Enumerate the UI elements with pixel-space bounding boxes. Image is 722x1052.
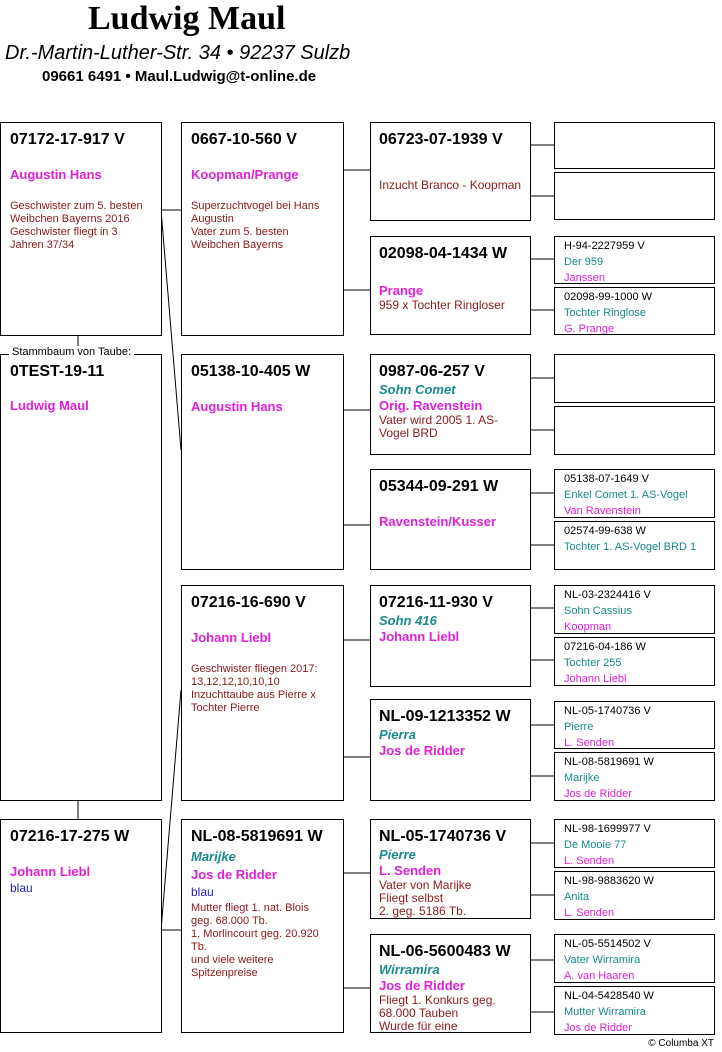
footer-copyright: © Columba XT xyxy=(648,1038,714,1049)
gen5-card[interactable] xyxy=(554,122,715,169)
father-card[interactable] xyxy=(0,122,162,336)
gen5-card[interactable] xyxy=(554,871,715,920)
gen5-owner: Van Ravenstein xyxy=(564,505,641,517)
mm-owner: Jos de Ridder xyxy=(191,867,277,882)
gen5-card[interactable] xyxy=(554,701,715,749)
mmm-name: Wirramira xyxy=(379,962,440,977)
gen5-card[interactable] xyxy=(554,236,715,284)
mmf-card[interactable] xyxy=(370,819,531,919)
fmm-owner: Ravenstein/Kusser xyxy=(379,514,497,529)
gen5-owner: G. Prange xyxy=(564,323,615,335)
gen5-name: Tochter 255 xyxy=(564,657,622,669)
fm-owner: Augustin Hans xyxy=(191,399,283,414)
subject-owner: Ludwig Maul xyxy=(10,398,89,413)
gen5-owner: L. Senden xyxy=(564,855,615,867)
ff-owner: Koopman/Prange xyxy=(191,167,299,182)
gen5-card[interactable] xyxy=(554,986,715,1035)
gen5-name: Marijke xyxy=(564,772,600,784)
ff-ring: 0667-10-560 V xyxy=(191,131,297,148)
mfm-card[interactable] xyxy=(370,699,531,801)
mmf-owner: L. Senden xyxy=(379,863,442,878)
gen5-name: Der 959 xyxy=(564,256,604,268)
gen5-card[interactable] xyxy=(554,585,715,634)
gen5-name: Sohn Cassius xyxy=(564,605,632,617)
ffm-ring: 02098-04-1434 W xyxy=(379,245,508,262)
mm-color: blau xyxy=(191,885,214,899)
gen5-name: Vater Wirramira xyxy=(564,954,641,966)
gen5-owner: Jos de Ridder xyxy=(564,1022,632,1034)
mm-notes: Mutter fliegt 1. nat. Blois geg. 68.000 Tb. 1. Morlincourt geg. 20.920 Tb. und viele weitere Spitzenpreise xyxy=(191,902,319,979)
mmf-notes: Vater von Marijke Fliegt selbst 2. geg. 5186 Tb. xyxy=(379,878,472,918)
father-notes: Geschwister zum 5. besten Weibchen Bayerns 2016 Geschwister fliegt in 3 Jahren 37/34 xyxy=(10,200,143,251)
breeder-contact: 09661 6491 • Maul.Ludwig@t-online.de xyxy=(42,68,317,85)
fff-notes: Inzucht Branco - Koopman xyxy=(379,178,522,192)
subject-card[interactable] xyxy=(0,346,162,801)
fmf-ring: 0987-06-257 V xyxy=(379,363,485,380)
fm-ring: 05138-10-405 W xyxy=(191,363,311,380)
mfm-name: Pierra xyxy=(379,727,416,742)
gen5-name: Tochter 1. AS-Vogel BRD 1 xyxy=(564,541,697,553)
ffm-owner: Prange xyxy=(379,283,424,298)
gen5-name: Tochter Ringlose xyxy=(564,307,646,319)
gen5-owner: A. van Haaren xyxy=(564,970,635,982)
gen5-name: Pierre xyxy=(564,721,594,733)
gen5-card[interactable] xyxy=(554,354,715,403)
fff-card[interactable] xyxy=(370,122,531,221)
gen5-ring: 02574-99-638 W xyxy=(564,525,646,537)
mfm-ring: NL-09-1213352 W xyxy=(379,708,511,725)
fmf-notes: Vater wird 2005 1. AS- Vogel BRD xyxy=(379,413,499,440)
gen5-card[interactable] xyxy=(554,752,715,801)
mm-ring: NL-08-5819691 W xyxy=(191,828,323,845)
gen5-name: De Mooie 77 xyxy=(564,839,627,851)
mmf-name: Pierre xyxy=(379,847,416,862)
fmm-card[interactable] xyxy=(370,469,531,570)
mmm-card[interactable] xyxy=(370,934,531,1033)
mmm-owner: Jos de Ridder xyxy=(379,978,465,993)
fmf-name: Sohn Comet xyxy=(379,382,456,397)
gen5-owner: Koopman xyxy=(564,621,612,633)
gen5-card[interactable] xyxy=(554,819,715,868)
gen5-card[interactable] xyxy=(554,406,715,455)
father-owner: Augustin Hans xyxy=(10,167,102,182)
gen5-ring: 05138-07-1649 V xyxy=(564,473,650,485)
gen5-ring: NL-04-5428540 W xyxy=(564,990,654,1002)
gen5-name: Mutter Wirramira xyxy=(564,1006,646,1018)
gen5-owner: Janssen xyxy=(564,272,605,284)
ffm-card[interactable] xyxy=(370,236,531,335)
gen5-owner: Johann Liebl xyxy=(564,673,627,685)
breeder-address: Dr.-Martin-Luther-Str. 34 • 92237 Sulzb xyxy=(5,42,351,64)
mmm-notes: Fliegt 1. Konkurs geg. 68.000 Tauben Wurde für eine xyxy=(379,993,496,1033)
subject-ring: 0TEST-19-11 xyxy=(10,363,105,380)
mff-name: Sohn 416 xyxy=(379,613,437,628)
ff-notes: Superzuchtvogel bei Hans Augustin Vater zum 5. besten Weibchen Bayerns xyxy=(191,200,320,251)
gen5-ring: 02098-99-1000 W xyxy=(564,291,653,303)
fff-ring: 06723-07-1939 V xyxy=(379,131,503,148)
gen5-ring: 07216-04-186 W xyxy=(564,641,646,653)
mm-name: Marijke xyxy=(191,849,236,864)
gen5-ring: H-94-2227959 V xyxy=(564,240,645,252)
mfm-owner: Jos de Ridder xyxy=(379,743,465,758)
fm-card[interactable] xyxy=(181,354,344,570)
breeder-name: Ludwig Maul xyxy=(88,0,286,37)
gen5-ring: NL-98-9883620 W xyxy=(564,875,654,887)
mff-owner: Johann Liebl xyxy=(379,629,460,644)
gen5-card[interactable] xyxy=(554,287,715,335)
fmf-card[interactable] xyxy=(370,354,531,455)
mf-card[interactable] xyxy=(181,585,344,801)
gen5-owner: Jos de Ridder xyxy=(564,788,632,800)
mf-notes: Geschwister fliegen 2017: 13,12,12,10,10,10 Inzuchttaube aus Pierre x Tochter Pierre xyxy=(191,663,318,714)
gen5-card[interactable] xyxy=(554,637,715,686)
gen5-ring: NL-05-5514502 V xyxy=(564,938,651,950)
gen5-owner: L. Senden xyxy=(564,737,615,749)
gen5-ring: NL-98-1699977 V xyxy=(564,823,651,835)
gen5-card[interactable] xyxy=(554,934,715,983)
ffm-notes: 959 x Tochter Ringloser xyxy=(379,298,505,312)
gen5-card[interactable] xyxy=(554,172,715,220)
gen5-ring: NL-05-1740736 V xyxy=(564,705,651,717)
subject-label: Stammbaum von Taube: xyxy=(9,346,134,358)
ff-card[interactable] xyxy=(181,122,344,336)
mff-card[interactable] xyxy=(370,585,531,687)
mother-color: blau xyxy=(10,881,33,895)
mf-owner: Johann Liebl xyxy=(191,630,272,645)
gen5-card[interactable] xyxy=(554,469,715,518)
gen5-name: Anita xyxy=(564,891,590,903)
mmm-ring: NL-06-5600483 W xyxy=(379,943,511,960)
father-ring: 07172-17-917 V xyxy=(10,131,125,148)
gen5-owner: L. Senden xyxy=(564,907,615,919)
fmf-owner: Orig. Ravenstein xyxy=(379,398,483,413)
gen5-ring: NL-08-5819691 W xyxy=(564,756,654,768)
mother-ring: 07216-17-275 W xyxy=(10,828,130,845)
gen5-ring: NL-03-2324416 V xyxy=(564,589,651,601)
gen5-name: Enkel Comet 1. AS-Vogel xyxy=(564,489,688,501)
fmm-ring: 05344-09-291 W xyxy=(379,478,499,495)
mff-ring: 07216-11-930 V xyxy=(379,594,493,611)
mother-owner: Johann Liebl xyxy=(10,864,91,879)
gen5-card[interactable] xyxy=(554,521,715,570)
mf-ring: 07216-16-690 V xyxy=(191,594,306,611)
mother-card[interactable] xyxy=(0,819,162,1033)
mmf-ring: NL-05-1740736 V xyxy=(379,828,507,845)
mm-card[interactable] xyxy=(181,819,344,1033)
